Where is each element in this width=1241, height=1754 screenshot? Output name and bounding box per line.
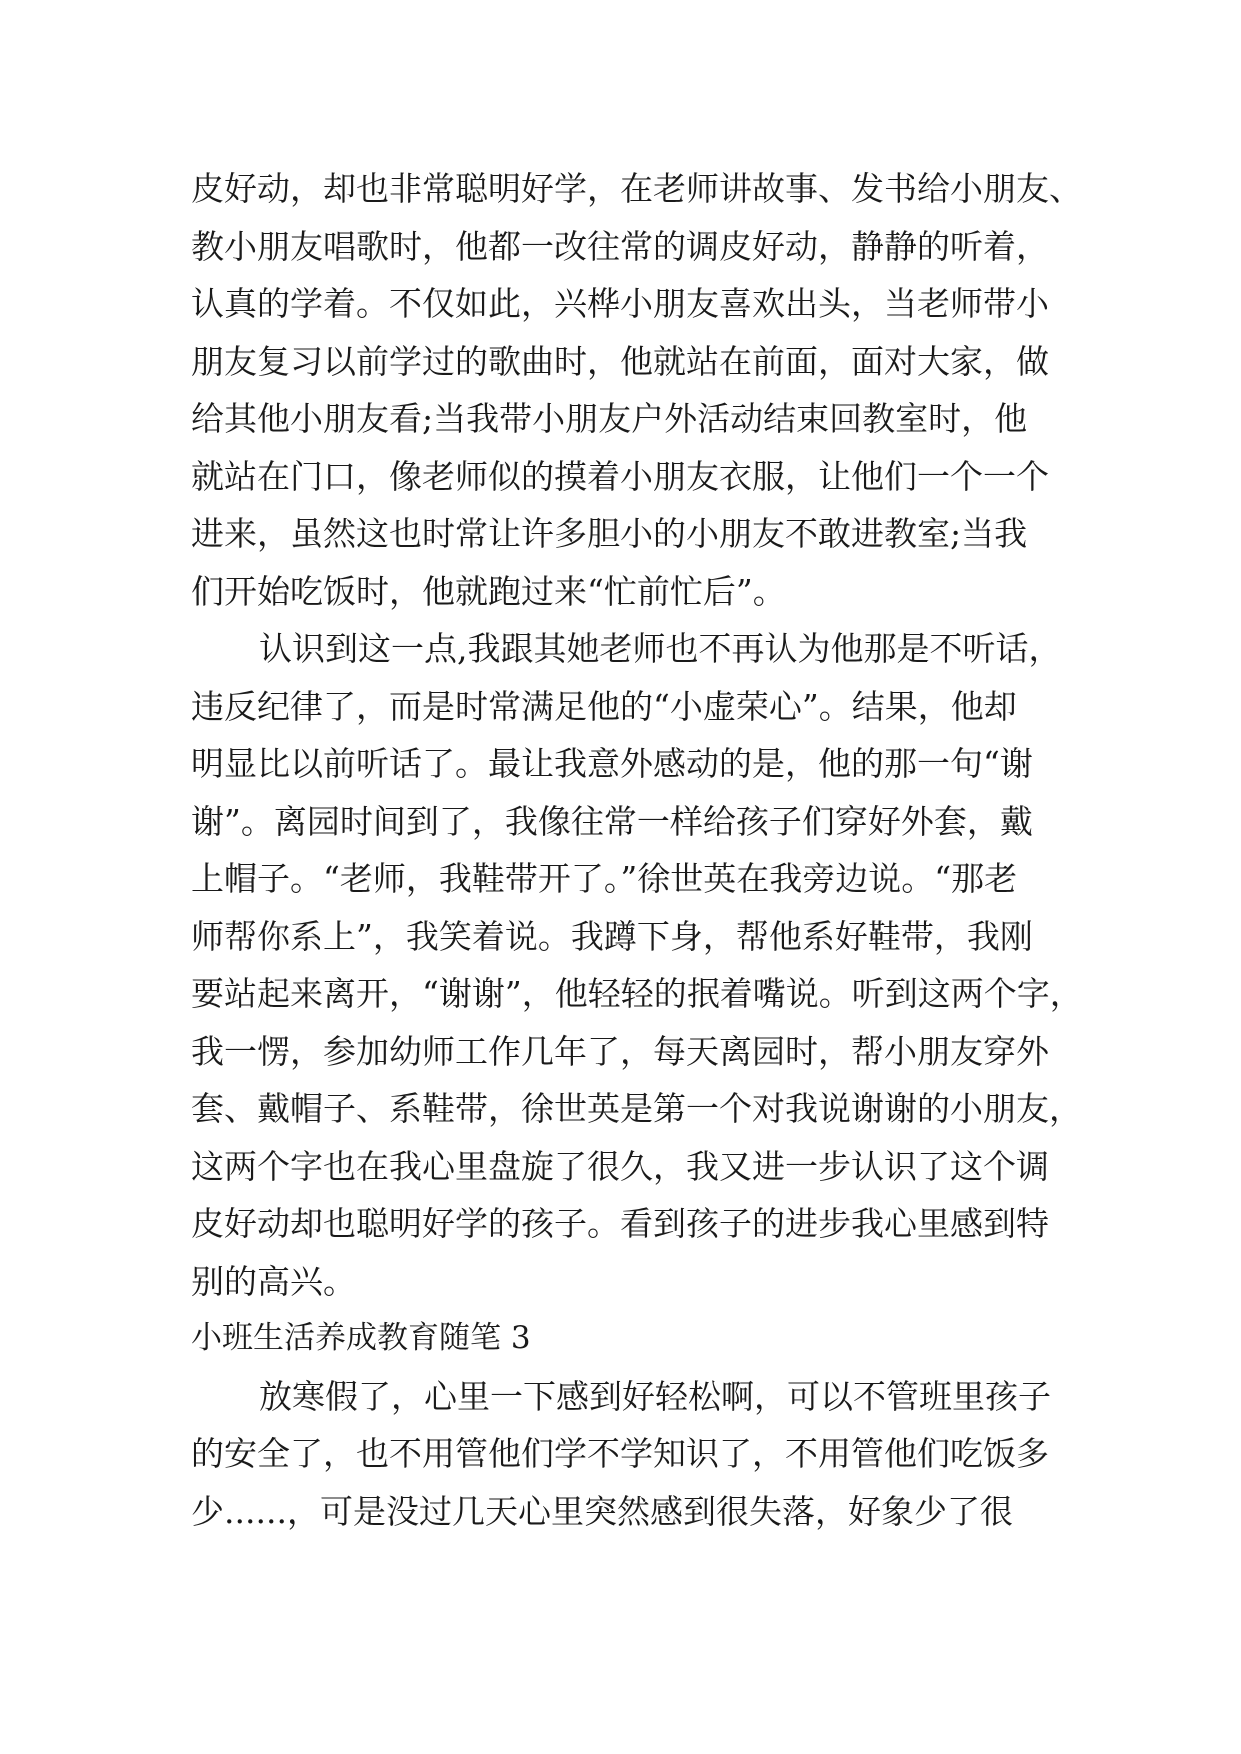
text-line: 要站起来离开，“谢谢”，他轻轻的抿着嘴说。听到这两个字，	[191, 974, 1083, 1013]
paragraph-3	[191, 1368, 1051, 1541]
text-line: 们开始吃饭时，他就跑过来“忙前忙后”。	[191, 571, 786, 611]
text-line: 教小朋友唱歌时，他都一改往常的调皮好动，静静的听着，	[191, 226, 1049, 266]
text-line: 就站在门口，像老师似的摸着小朋友衣服，让他们一个一个	[191, 456, 1049, 496]
text-line: 明显比以前听话了。最让我意外感动的是，他的那一句“谢	[191, 744, 1033, 783]
text-line: 放寒假了，心里一下感到好轻松啊，可以不管班里孩子	[259, 1376, 1051, 1416]
text-line: 朋友复习以前学过的歌曲时，他就站在前面，面对大家，做	[191, 341, 1049, 381]
text-line: 违反纪律了，而是时常满足他的“小虚荣心”。结果，他却	[191, 686, 1017, 726]
document-body	[191, 160, 1083, 1540]
text-line: 套、戴帽子、系鞋带，徐世英是第一个对我说谢谢的小朋友，	[191, 1089, 1082, 1128]
paragraph-1	[191, 160, 1082, 620]
text-line: 皮好动却也聪明好学的孩子。看到孩子的进步我心里感到特	[191, 1204, 1049, 1243]
text-line: 认识到这一点,我跟其她老师也不再认为他那是不听话，	[259, 629, 1062, 668]
text-line: 上帽子。“老师，我鞋带开了。”徐世英在我旁边说。“那老	[191, 859, 1018, 898]
text-line: 这两个字也在我心里盘旋了很久，我又进一步认识了这个调	[191, 1146, 1049, 1186]
text-line: 认真的学着。不仅如此，兴桦小朋友喜欢出头，当老师带小	[191, 284, 1049, 323]
text-line: 皮好动，却也非常聪明好学，在老师讲故事、发书给小朋友、	[191, 169, 1082, 208]
text-line: 进来，虽然这也时常让许多胆小的小朋友不敢进教室;当我	[191, 514, 1028, 553]
text-line: 师帮你系上”，我笑着说。我蹲下身，帮他系好鞋带，我刚	[191, 916, 1033, 956]
text-line: 给其他小朋友看;当我带小朋友户外活动结束回教室时，他	[191, 399, 1028, 438]
text-line: 别的高兴。	[191, 1261, 356, 1301]
text-line: 的安全了，也不用管他们学不学知识了，不用管他们吃饭多	[191, 1434, 1049, 1473]
text-line: 谢”。离园时间到了，我像往常一样给孩子们穿好外套，戴	[191, 801, 1033, 841]
text-line: 我一愣，参加幼师工作几年了，每天离园时，帮小朋友穿外	[191, 1031, 1049, 1071]
text-line: 少......，可是没过几天心里突然感到很失落，好象少了很	[191, 1491, 1013, 1531]
section-heading: 小班生活养成教育随笔 3	[191, 1320, 531, 1356]
paragraph-2	[191, 620, 1083, 1310]
